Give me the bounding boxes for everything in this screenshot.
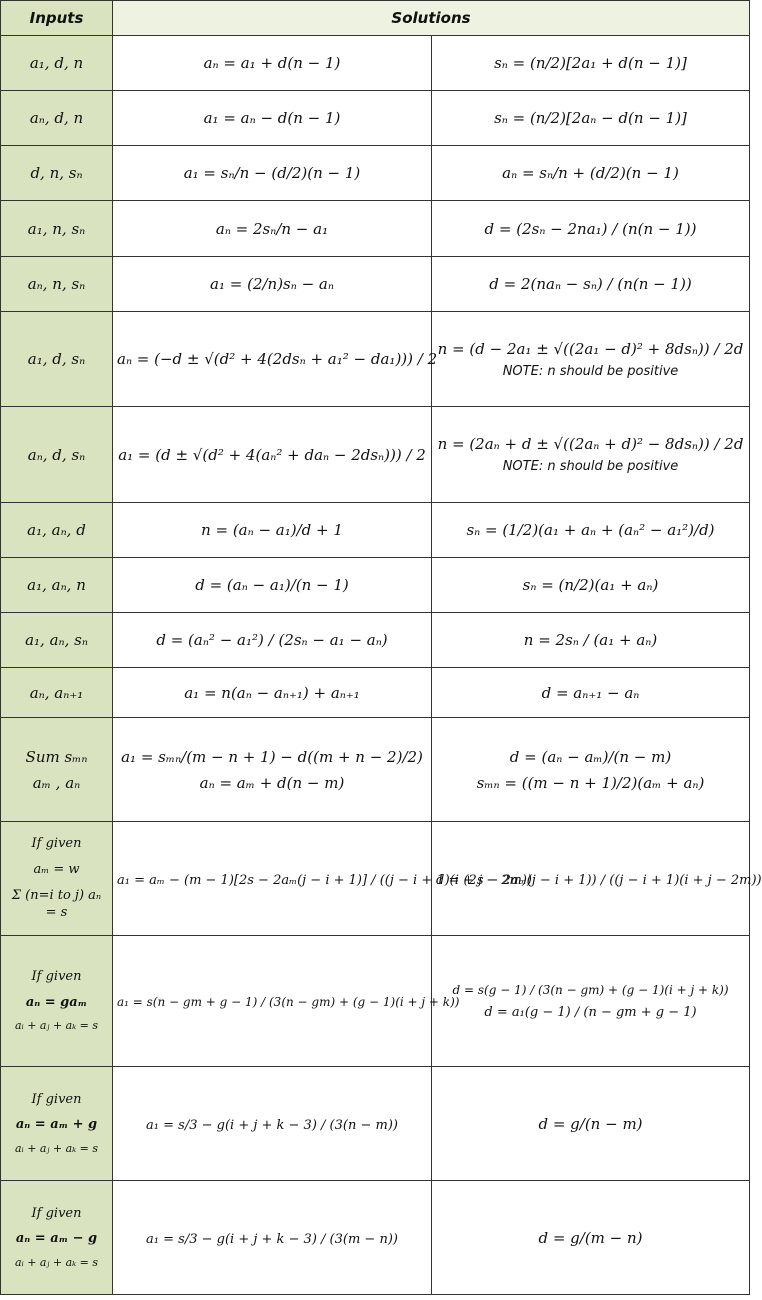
- left-solution-cell: [113, 407, 432, 503]
- left-solution-cell: [113, 1067, 432, 1181]
- left-solution-cell: [113, 613, 432, 668]
- inputs-text: aᵢ + aⱼ + aₖ = s: [14, 1141, 99, 1155]
- inputs-text: aₙ = aₘ + g: [15, 1117, 98, 1133]
- formula: d = (aₙ² − a₁²) / (2sₙ − a₁ − aₙ): [156, 631, 388, 649]
- inputs-text: a₁, n, sₙ: [27, 219, 86, 238]
- left-solution-cell: [113, 822, 533, 936]
- left-solution-cell: [113, 1181, 432, 1295]
- formula: sₙ = (n/2)[2aₙ − d(n − 1)]: [494, 109, 687, 127]
- inputs-text: If given: [31, 836, 82, 852]
- formula: a₁ = s/3 − g(i + j + k − 3) / (3(n − m)): [146, 1117, 398, 1133]
- inputs-text: aᵢ + aⱼ + aₖ = s: [14, 1255, 99, 1269]
- left-solution-cell: [113, 503, 432, 558]
- table-row: [1, 936, 750, 1067]
- inputs-cell: [1, 36, 113, 91]
- positive-n-note: NOTE: n should be positive: [502, 363, 679, 379]
- right-solution-cell: [432, 257, 750, 312]
- inputs-text: a₁, aₙ, sₙ: [25, 631, 88, 649]
- inputs-cell: [1, 936, 113, 1067]
- table-row: [1, 822, 750, 936]
- formula: sₘₙ = ((m − n + 1)/2)(aₘ + aₙ): [476, 773, 705, 792]
- formula: sₙ = (1/2)(a₁ + aₙ + (aₙ² − a₁²)/d): [466, 521, 715, 539]
- right-solution-cell: [432, 668, 750, 718]
- left-solution-cell: [113, 668, 432, 718]
- inputs-text: a₁, aₙ, n: [27, 576, 86, 594]
- inputs-text: aₙ = gaₘ: [25, 994, 88, 1010]
- right-solution-cell: [432, 936, 750, 1067]
- left-solution-cell: [113, 91, 432, 146]
- formula: d = (2s − 2aₘ(j − i + 1)) / ((j − i + 1)(i + j − 2m)): [436, 872, 762, 888]
- inputs-cell: [1, 718, 113, 822]
- formula: d = s(g − 1) / (3(n − gm) + (g − 1)(i + j + k)): [452, 982, 729, 997]
- formula: aₙ = sₙ/n + (d/2)(n − 1): [502, 164, 679, 182]
- formula: n = (aₙ − a₁)/d + 1: [201, 521, 343, 539]
- formula: n = 2sₙ / (a₁ + aₙ): [523, 631, 658, 649]
- inputs-text: aₙ, aₙ₊₁: [29, 683, 84, 702]
- inputs-cell: [1, 613, 113, 668]
- inputs-cell: [1, 668, 113, 718]
- formula: a₁ = n(aₙ − aₙ₊₁) + aₙ₊₁: [184, 683, 360, 702]
- table-row: [1, 668, 750, 718]
- formula: aₙ = a₁ + d(n − 1): [203, 54, 341, 72]
- left-solution-cell: [113, 936, 460, 1067]
- right-solution-cell: [432, 146, 750, 201]
- formula: n = (2aₙ + d ± √((2aₙ + d)² − 8dsₙ)) / 2d: [437, 435, 744, 453]
- table-row: [1, 613, 750, 668]
- formula: a₁ = s/3 − g(i + j + k − 3) / (3(m − n)): [146, 1231, 398, 1247]
- inputs-cell: [1, 312, 113, 407]
- table-row: [1, 36, 750, 91]
- table-row: [1, 1181, 750, 1295]
- formula: d = g/(m − n): [538, 1228, 643, 1247]
- formula: d = (aₙ − aₘ)/(n − m): [509, 747, 672, 766]
- inputs-cell: [1, 503, 113, 558]
- table-row: [1, 201, 750, 257]
- inputs-text: aₘ = w: [33, 861, 80, 877]
- table-row: [1, 91, 750, 146]
- inputs-text: Σ (n=i to j) aₙ = s: [11, 887, 102, 921]
- formula: a₁ = (2/n)sₙ − aₙ: [210, 275, 334, 293]
- formula: aₙ = (−d ± √(d² + 4(2dsₙ + a₁² − da₁))) / 2: [117, 350, 438, 368]
- formula: d = (2sₙ − 2na₁) / (n(n − 1)): [484, 219, 697, 238]
- left-solution-cell: [113, 312, 438, 407]
- inputs-cell: [1, 1181, 113, 1295]
- inputs-cell: [1, 201, 113, 257]
- left-solution-cell: [113, 36, 432, 91]
- inputs-text: d, n, sₙ: [30, 164, 83, 182]
- formula: d = aₙ₊₁ − aₙ: [541, 683, 640, 702]
- formula: d = g/(n − m): [538, 1114, 643, 1133]
- right-solution-cell: [432, 201, 750, 257]
- right-solution-cell: [432, 407, 750, 503]
- positive-n-note: NOTE: n should be positive: [502, 459, 679, 474]
- left-solution-cell: [113, 257, 432, 312]
- right-solution-cell: [432, 1067, 750, 1181]
- formula: a₁ = sₘₙ/(m − n + 1) − d((m + n − 2)/2): [121, 747, 423, 766]
- formula: a₁ = s(n − gm + g − 1) / (3(n − gm) + (g − 1)(i + j + k)): [117, 995, 460, 1009]
- table-row: [1, 146, 750, 201]
- right-solution-cell: [432, 613, 750, 668]
- right-solution-cell: [432, 312, 750, 407]
- formula: sₙ = (n/2)[2a₁ + d(n − 1)]: [494, 54, 687, 72]
- right-solution-cell: [432, 718, 750, 822]
- inputs-text: a₁, d, n: [29, 54, 84, 72]
- table-row: [1, 1067, 750, 1181]
- inputs-text: a₁, d, sₙ: [27, 350, 86, 368]
- inputs-text: If given: [31, 1205, 82, 1221]
- inputs-text: aᵢ + aⱼ + aₖ = s: [14, 1019, 99, 1033]
- inputs-text: If given: [31, 1091, 82, 1107]
- right-solution-cell: [432, 558, 750, 613]
- left-solution-cell: [113, 718, 432, 822]
- inputs-text: aₙ, n, sₙ: [27, 275, 86, 293]
- formula: a₁ = (d ± √(d² + 4(aₙ² + daₙ − 2dsₙ))) / 2: [118, 445, 426, 464]
- formula: a₁ = aₘ − (m − 1)[2s − 2aₘ(j − i + 1)] / ((j − i + 1)(i + j − 2m)): [117, 872, 533, 888]
- table-row: [1, 558, 750, 613]
- inputs-text: aₙ, d, sₙ: [27, 445, 86, 464]
- inputs-cell: [1, 822, 113, 936]
- inputs-text: aₘ , aₙ: [32, 773, 81, 792]
- table-row: [1, 257, 750, 312]
- inputs-cell: [1, 257, 113, 312]
- solutions-header: Solutions: [113, 1, 750, 36]
- inputs-text: aₙ, d, n: [29, 109, 84, 127]
- inputs-cell: [1, 146, 113, 201]
- formula: aₙ = aₘ + d(n − m): [199, 773, 345, 792]
- formula: sₙ = (n/2)(a₁ + aₙ): [522, 576, 659, 594]
- formula: aₙ = 2sₙ/n − a₁: [215, 219, 329, 238]
- formula: d = 2(naₙ − sₙ) / (n(n − 1)): [489, 275, 692, 293]
- table-row: [1, 312, 750, 407]
- table-row: [1, 718, 750, 822]
- right-solution-cell: [432, 503, 750, 558]
- formula: a₁ = aₙ − d(n − 1): [203, 109, 341, 127]
- table-row: [1, 503, 750, 558]
- formula: d = a₁(g − 1) / (n − gm + g − 1): [484, 1004, 697, 1020]
- inputs-cell: [1, 558, 113, 613]
- left-solution-cell: [113, 201, 432, 257]
- inputs-cell: [1, 407, 113, 503]
- formula: d = (aₙ − a₁)/(n − 1): [195, 576, 349, 594]
- right-solution-cell: [432, 36, 750, 91]
- inputs-text: a₁, aₙ, d: [27, 521, 86, 539]
- formula: a₁ = sₙ/n − (d/2)(n − 1): [183, 164, 361, 182]
- left-solution-cell: [113, 146, 432, 201]
- left-solution-cell: [113, 558, 432, 613]
- inputs-text: aₙ = aₘ − g: [15, 1231, 98, 1247]
- inputs-header: Inputs: [1, 1, 113, 36]
- header-row: [1, 1, 750, 36]
- inputs-text: If given: [31, 969, 82, 985]
- inputs-cell: [1, 91, 113, 146]
- right-solution-cell: [432, 822, 762, 936]
- right-solution-cell: [432, 91, 750, 146]
- formula: n = (d − 2a₁ ± √((2a₁ − d)² + 8dsₙ)) / 2d: [437, 339, 744, 358]
- inputs-cell: [1, 1067, 113, 1181]
- inputs-text: Sum sₘₙ: [25, 747, 88, 766]
- table-row: [1, 407, 750, 503]
- right-solution-cell: [432, 1181, 750, 1295]
